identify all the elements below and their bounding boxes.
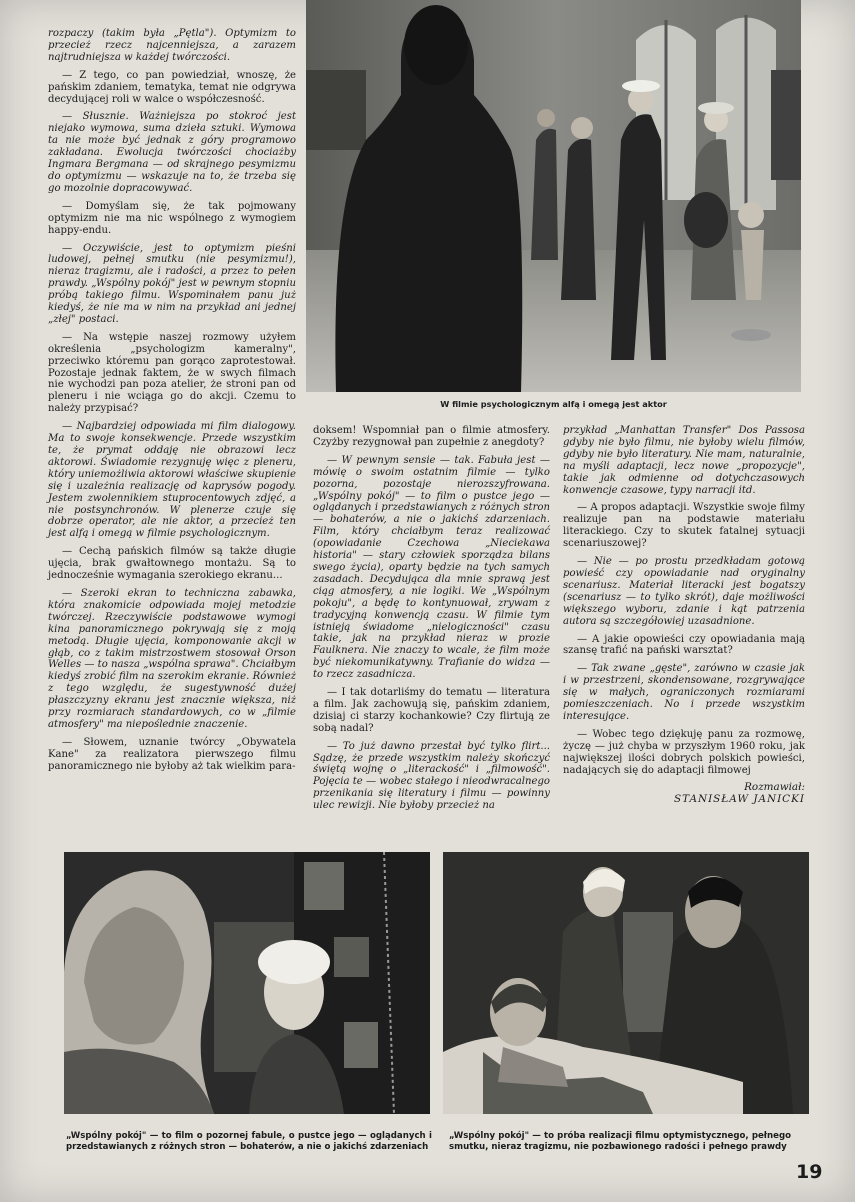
text-column-1 xyxy=(48,28,296,779)
byline xyxy=(563,782,805,806)
paragraph: — A propos adaptacji. Wszystkie swoje filmy realizuje pan na podstawie materiału literackiego. Czy to skutek fatalnej sytuacji scenariuszowej? xyxy=(563,502,805,550)
photo-gallery-scene xyxy=(306,0,801,392)
paragraph: rozpaczy (takim była „Pętla"). Optymizm to przecież rzecz najcenniejsza, a zarazem najtrudniejsza w każdej twórczości. xyxy=(48,28,296,63)
paragraph: — Na wstępie naszej rozmowy użyłem określenia „psychologizm kameralny", przeciwko któremu pan gorąco zaprotestował. Pozostaje jednak faktem, że w swych filmach nie wychodzi pan poza atelier, że stroni pan od pleneru i nie wciąga go do akcji. Czemu to należy przypisać? xyxy=(48,331,296,415)
paragraph: — W pewnym sensie — tak. Fabuła jest — mówię o swoim ostatnim filmie — tylko pozorna, pozostaje nierozszyfrowana. „Wspólny pokój" — to film o pustce jego — oglądanych i przedstawianych z różnych stron — bohaterów, a nie o jakichś zdarzeniach. Film, który chciałbym teraz realizować (opowiadanie Czechowa „Nieciekawa historia" — stary człowiek sporządza bilans swego życia), oparty będzie na tych samych zasadach. Decydująca dla mnie sprawą jest ciąg atmosfery, a nie logiki. We „Wspólnym pokoju", a będę to kontynuował, zrywam z tradycyjną konwencją czasu. W filmie tym istnieją świadome „nielogiczności" czasu takie, jak na przykład nieraz w prozie Faulknera. Nie znaczy to wcale, że film może być niekomunikatywny. Trafianie do widza — to rzecz zasadnicza. xyxy=(313,454,550,681)
photo-woman-mirror xyxy=(64,852,430,1114)
paragraph: — Wobec tego dziękuję panu za rozmowę, życzę — już chyba w przyszłym 1960 roku, jak największej ilości dobrych polskich powieści, nadających się do adaptacji filmowej xyxy=(563,728,805,776)
paragraph: — Najbardziej odpowiada mi film dialogowy. Ma to swoje konsekwencje. Przede wszystkim te, że prymat oddaję nie obrazowi lecz aktorowi. Świadomie rezygnuję więc z pleneru, który uniemożliwia aktorowi właściwe skupienie się i uzależnia realizację od kaprysów pogody. Jestem zwolennikiem stuprocentowych zdjęć, a nie postsynchronów. W plenerze czuje się dobrze operator, ale nie aktor, a przecież ten jest alfą i omegą w filmie psychologicznym. xyxy=(48,421,296,540)
paragraph: — A jakie opowieści czy opowiadania mają szansę trafić na pański warsztat? xyxy=(563,633,805,657)
paragraph: — Tak zwane „gęste", zarówno w czasie jak i w przestrzeni, skondensowane, rozgrywające się w małych, ograniczonych rozmiarami pomieszczeniach. No i przede wszystkim interesujące. xyxy=(563,663,805,722)
caption-top-photo: W filmie psychologicznym alfą i omegą jest aktor xyxy=(440,399,667,409)
paragraph: — Słusznie. Ważniejsza po stokroć jest niejako wymowa, suma dzieła sztuki. Wymowa ta nie może być jednak z góry programowo zakładana. Ewolucja twórczości chociażby Ingmara Bergmana — od skrajnego pesymizmu do optymizmu — wskazuje na to, że trzeba się go mozolnie dopracowywać. xyxy=(48,111,296,194)
paragraph: doksem! Wspomniał pan o filmie atmosfery. Czyżby rezygnował pan zupełnie z anegdoty? xyxy=(313,425,550,448)
page-number: 19 xyxy=(796,1161,823,1183)
byline-label: Rozmawiał: xyxy=(744,781,805,794)
photo-gallery-image xyxy=(306,0,801,392)
paragraph: — Szeroki ekran to techniczna zabawka, która znakomicie odpowiada mojej metodzie twórczej. Rzeczywiście podstawowe wymogi kina panoramicznego pokrywają się z moją metodą. Długie ujęcia, komponowanie akcji w głąb, co z takim mistrzostwem stosował Orson Welles — to nasza „wspólna sprawa". Chciałbym kiedyś zrobić film na szerokim ekranie. Również z tego względu, że sugestywność dużej płaszczyzny ekranu jest znacznie większa, niż przy rozmiarach standardowych, co w „filmie atmosfery" ma niepoślednie znaczenie. xyxy=(48,587,296,730)
paragraph: — Z tego, co pan powiedział, wnoszę, że pańskim zdaniem, tematyka, temat nie odgrywa decydującej roli w walce o współczesność. xyxy=(48,69,296,105)
photo-three-figures-image xyxy=(443,852,809,1114)
caption-bottom-right-photo: „Wspólny pokój" — to próba realizacji filmu optymistycznego, pełnego smutku, nieraz tragizmu, nie pozbawionego radości i pełnego prawdy xyxy=(449,1131,791,1152)
text-column-2 xyxy=(313,425,550,818)
paragraph: — Słowem, uznanie twórcy „Obywatela Kane" za realizatora pierwszego filmu panoramicznego nie byłoby aż tak wielkim para- xyxy=(48,736,296,772)
caption-bottom-left-photo: „Wspólny pokój" — to film o pozornej fabule, o pustce jego — oglądanych i przedstawianych z różnych stron — bohaterów, a nie o jakichś zdarzeniach xyxy=(66,1131,432,1152)
byline-name: STANISŁAW JANICKI xyxy=(674,793,805,806)
paragraph: — Domyślam się, że tak pojmowany optymizm nie ma nic wspólnego z wymogiem happy-endu. xyxy=(48,200,296,236)
paragraph: — Cechą pańskich filmów są także długie ujęcia, brak gwałtownego montażu. Są to jednocześnie wymagania szerokiego ekranu... xyxy=(48,546,296,582)
paragraph: — I tak dotarliśmy do tematu — literatura a film. Jak zachowują się, pańskim zdaniem, dzisiaj ci starzy kochankowie? Czy flirtują ze sobą nadal? xyxy=(313,687,550,734)
paragraph: — Oczywiście, jest to optymizm pieśni ludowej, pełnej smutku (nie pesymizmu!), nieraz tragizmu, ale i radości, a przez to pełen prawdy. „Wspólny pokój" jest w pewnym stopniu próbą takiego filmu. Wspominałem panu już kiedyś, że nie ma w nim na przykład ani jednej „złej" postaci. xyxy=(48,242,296,325)
photo-three-figures xyxy=(443,852,809,1114)
paragraph: — To już dawno przestał być tylko flirt... Sądzę, że przede wszystkim należy skończyć świętą wojnę o „literackość" i „filmowość". Pojęcia te — wobec stałego i nieodwracalnego przenikania się literatury i filmu — powinny ulec rewizji. Nie byłoby przecież na xyxy=(313,740,550,812)
text-column-3 xyxy=(563,425,805,806)
paragraph: przykład „Manhattan Transfer" Dos Passosa gdyby nie było filmu, nie byłoby wielu filmów, gdyby nie było literatury. Nie mam, naturalnie, na myśli adaptacji, lecz nowe „propozycje", takie jak odmienne od dotychczasowych konwencje czasowe, typy narracji itd. xyxy=(563,425,805,496)
photo-woman-mirror-image xyxy=(64,852,430,1114)
paragraph: — Nie — po prostu przedkładam gotową powieść czy opowiadanie nad oryginalny scenariusz. Materiał literacki jest bogatszy (scenariusz — to tylko skrót), daje możliwości większego wyboru, zdanie i kąt patrzenia autora są szczegółowiej uzasadnione. xyxy=(563,556,805,627)
